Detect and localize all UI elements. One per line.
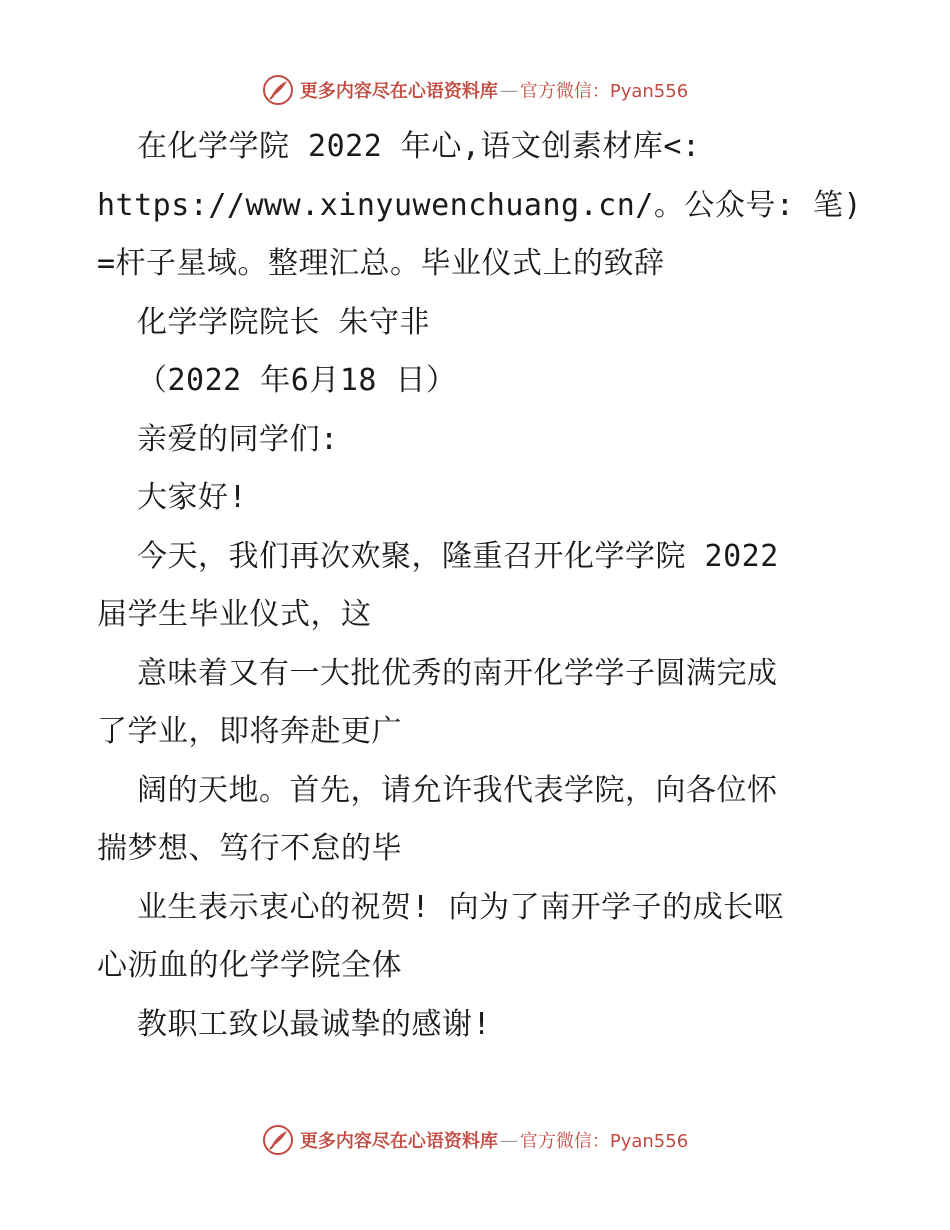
- salutation-line: 亲爱的同学们:: [137, 421, 339, 457]
- banner-contact: 官方微信：Pyan556: [519, 1131, 689, 1152]
- text-line: 阔的天地。首先，请允许我代表学院，向各位怀: [137, 772, 778, 808]
- text-line: 了学业，即将奔赴更广: [97, 714, 402, 749]
- document-body: [97, 122, 863, 1058]
- banner-contact: 官方微信：Pyan556: [519, 81, 689, 102]
- text-line: =杆子星域。整理汇总。毕业仪式上的致辞: [97, 246, 665, 281]
- banner-separator: —: [499, 1129, 518, 1151]
- quill-logo-icon: [262, 74, 294, 106]
- text-line: 教职工致以最诚挚的感谢!: [137, 1006, 492, 1042]
- banner-separator: —: [499, 79, 518, 101]
- author-line: 化学学院院长 朱守非: [137, 304, 431, 340]
- header-watermark: [0, 70, 950, 110]
- text-line: 在化学学院 2022 年心,语文创素材库<:: [137, 129, 701, 164]
- date-line: （2022 年6月18 日）: [137, 363, 457, 398]
- banner-brand: 更多内容尽在心语资料库: [299, 81, 498, 102]
- greeting-line: 大家好!: [137, 480, 248, 515]
- text-line: 心沥血的化学学院全体: [97, 948, 402, 983]
- text-line: 业生表示衷心的祝贺! 向为了南开学子的成长呕: [137, 889, 785, 925]
- text-line: 揣梦想、笃行不怠的毕: [97, 831, 402, 866]
- quill-logo-icon: [262, 1124, 294, 1156]
- banner-brand: 更多内容尽在心语资料库: [299, 1131, 498, 1152]
- footer-watermark: [0, 1120, 950, 1160]
- text-line: 今天，我们再次欢聚，隆重召开化学学院 2022: [137, 538, 779, 574]
- text-line: https://www.xinyuwenchuang.cn/。公众号: 笔): [97, 187, 863, 223]
- text-line: 意味着又有一大批优秀的南开化学学子圆满完成: [137, 655, 778, 691]
- text-line: 届学生毕业仪式，这: [97, 597, 372, 632]
